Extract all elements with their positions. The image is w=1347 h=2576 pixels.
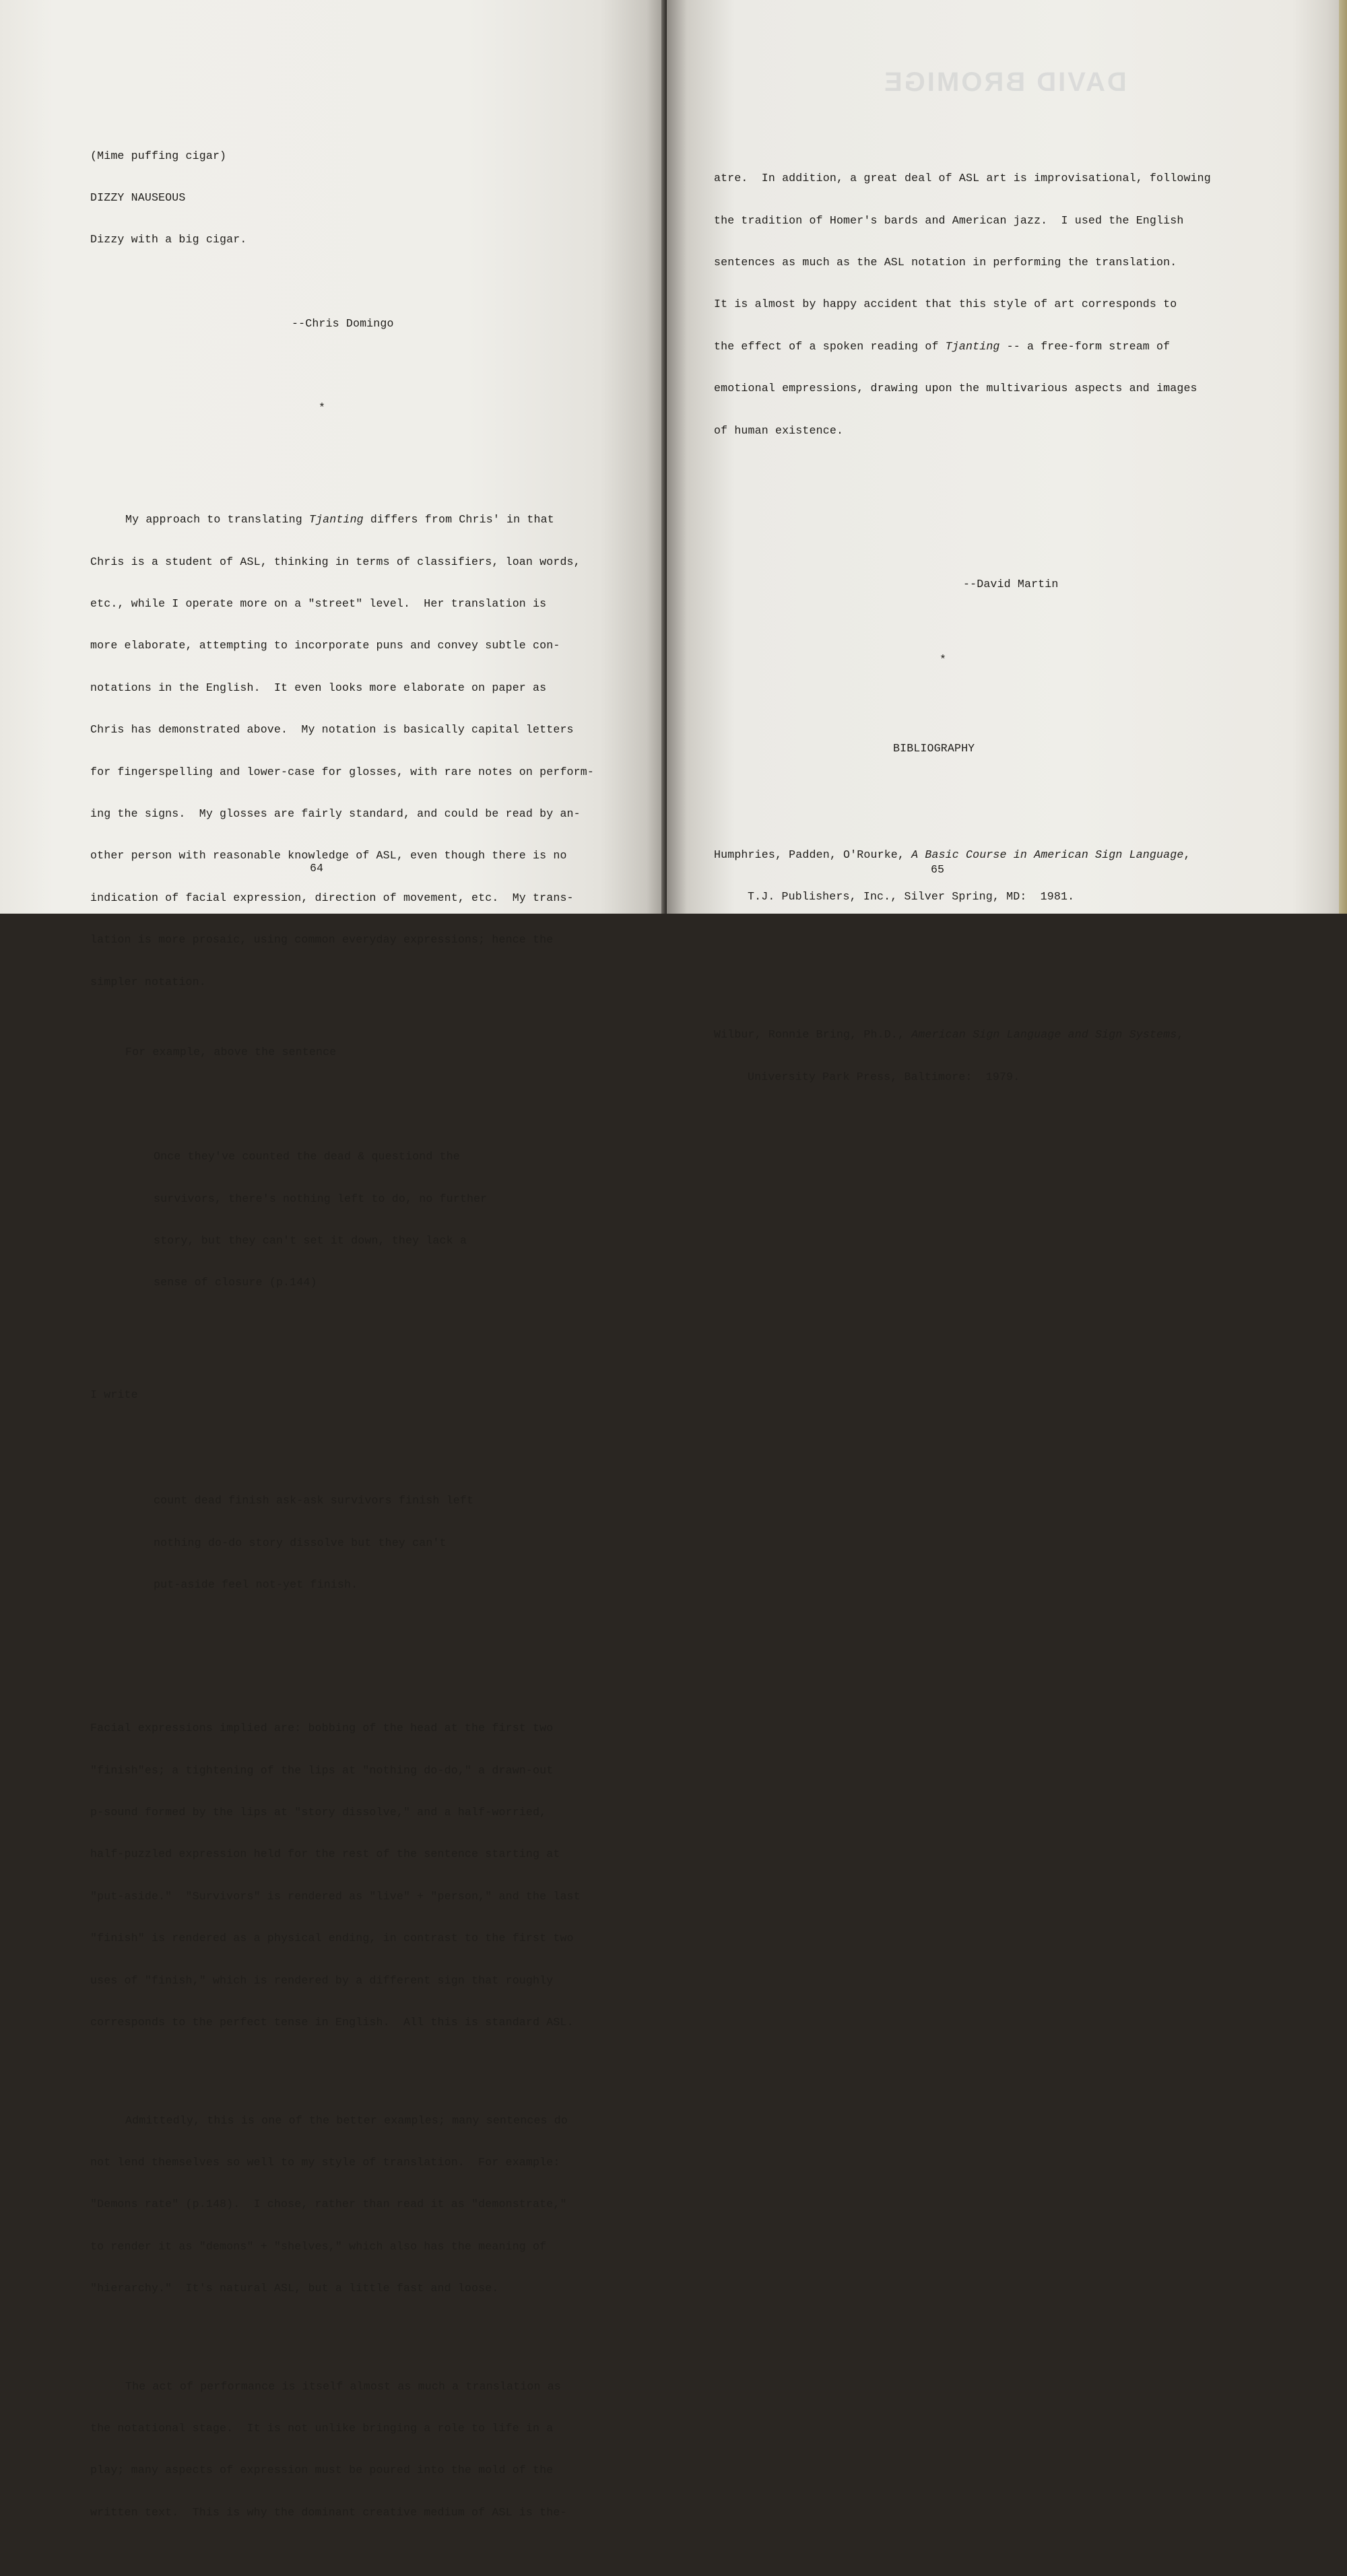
left-page [0,0,667,2519]
quote-line: story, but they can't set it down, they lack a [154,1233,467,1247]
paragraph-line: the notational stage. It is not unlike bringing a role to life in a [90,2422,554,2435]
paragraph-line: emotional empressions, drawing upon the multivarious aspects and images [714,382,1197,395]
paragraph-line: It is almost by happy accident that this style of art corresponds to [714,298,1177,311]
section-separator: * [940,653,947,667]
paragraph-line: of human existence. [714,423,844,437]
mime-line-3: Dizzy with a big cigar. [90,233,247,246]
paragraph-line: ing the signs. My glosses are fairly standard, and could be read by an- [90,807,581,821]
attribution-chris-domingo: --Chris Domingo [292,317,394,331]
paragraph-line: simpler notation. [90,975,206,988]
quote-line: Once they've counted the dead & questiond the [154,1150,460,1163]
paragraph-line: to render it as "demons" + "shelves," which also has the meaning of [90,2239,547,2253]
paragraph-line: atre. In addition, a great deal of ASL art is improvisational, following [714,172,1211,185]
paragraph-line: sentences as much as the ASL notation in performing the translation. [714,255,1177,269]
paragraph-line: lation is more prosaic, using common everyday expressions; hence the [90,933,554,947]
paragraph-line: "hierarchy." It's natural ASL, but a little fast and loose. [90,2282,499,2295]
paragraph-line: written text. This is why the dominant creative medium of ASL is the- [90,2505,567,2519]
bibliography-entry [714,1001,1211,1112]
bibliography-line: Wilbur, Ronnie Bring, Ph.D., American Sign Language and Sign Systems, [714,1028,1184,1042]
paragraph-line: the tradition of Homer's bards and American jazz. I used the English [714,213,1184,227]
paragraph-line: Chris is a student of ASL, thinking in terms of classifiers, loan words, [90,555,581,568]
paragraph-line: p-sound formed by the lips at "story dissolve," and a half-worried, [90,1806,547,1819]
quote-line: put-aside feel not-yet finish. [154,1578,358,1592]
attribution-david-martin: --David Martin [963,578,1059,591]
quote-line: survivors, there's nothing left to do, no further [154,1192,488,1205]
paragraph-for-example: For example, above the sentence [125,1045,337,1058]
quote-line: count dead finish ask-ask survivors finish left [154,1494,474,1507]
page-edge [1339,0,1347,914]
bibliography-line: Humphries, Padden, O'Rourke, A Basic Course in American Sign Language, [714,848,1191,861]
paragraph-line: more elaborate, attempting to incorporate puns and convey subtle con- [90,639,560,652]
paragraph-line: notations in the English. It even looks more elaborate on paper as [90,681,547,694]
paragraph-approach [90,485,594,1017]
paragraph-line: uses of "finish," which is rendered by a different sign that roughly [90,1973,554,1987]
paragraph-line: not lend themselves so well to my style of translation. For example: [90,2155,560,2169]
paragraph-line: Admittedly, this is one of the better examples; many sentences do [125,2113,568,2127]
paragraph-performance [90,2352,594,2548]
mime-line-1: (Mime puffing cigar) [90,149,227,162]
paragraph-line: "put-aside." "Survivors" is rendered as "live" + "person," and the last [90,1889,581,1903]
paragraph-line: My approach to translating Tjanting differs from Chris' in that [125,513,554,527]
bibliography-entry [714,820,1211,932]
paragraph-line: Facial expressions implied are: bobbing of the head at the first two [90,1722,554,1735]
page-number-right: 65 [931,863,944,876]
paragraph-line: Chris has demonstrated above. My notation is basically capital letters [90,723,574,737]
paragraph-line: corresponds to the perfect tense in English. All this is standard ASL. [90,2015,574,2029]
i-write-label: I write [90,1388,138,1401]
right-page-body [714,116,1211,1141]
quote-line: nothing do-do story dissolve but they can't [154,1536,447,1549]
paragraph-line: other person with reasonable knowledge of ASL, even though there is no [90,849,567,862]
left-page-body [90,121,594,2576]
mime-line-2: DIZZY NAUSEOUS [90,191,186,204]
show-through-title: DAVID BROMIGE [882,67,1127,97]
quote-line: sense of closure (p.144) [154,1276,317,1289]
paragraph-line: "finish"es; a tightening of the lips at "nothing do-do," a drawn-out [90,1763,554,1777]
paragraph-theatre [714,144,1211,466]
bibliography-heading: BIBLIOGRAPHY [893,742,975,755]
paragraph-line: the effect of a spoken reading of Tjanting -- a free-form stream of [714,339,1171,353]
paragraph-line: for fingerspelling and lower-case for glosses, with rare notes on perform- [90,765,594,778]
paragraph-line: play; many aspects of expression must be poured into the mold of the [90,2464,554,2477]
paragraph-line: etc., while I operate more on a "street" level. Her translation is [90,597,547,611]
paragraph-line: half-puzzled expression held for the rest of the sentence starting at [90,1848,560,1861]
quote-asl-gloss [90,1466,594,1621]
paragraph-line: "finish" is rendered as a physical ending, in contrast to the first two [90,1932,574,1945]
paragraph-admittedly [90,2086,594,2324]
section-separator: * [319,401,326,414]
paragraph-line: The act of performance is itself almost as much a translation as [125,2379,561,2393]
page-number-left: 64 [310,862,323,875]
right-page [667,0,1347,1083]
bibliography-line: T.J. Publishers, Inc., Silver Spring, MD: 1981. [748,890,1075,904]
paragraph-line: indication of facial expression, direction of movement, etc. My trans- [90,891,574,904]
paragraph-facial-expressions [90,1694,594,2058]
quote-original-sentence [90,1122,594,1318]
bibliography-line: University Park Press, Baltimore: 1979. [748,1070,1020,1083]
paragraph-line: "Demons rate" (p.148). I chose, rather than read it as "demonstrate," [90,2198,567,2211]
